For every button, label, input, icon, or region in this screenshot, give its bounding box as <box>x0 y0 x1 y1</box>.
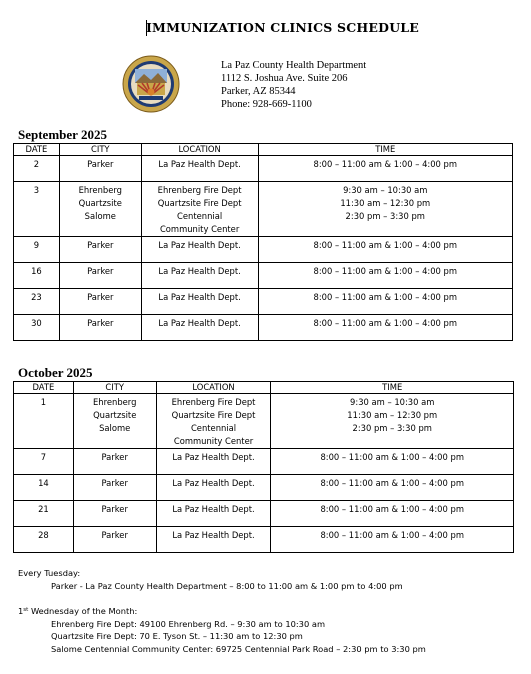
time-cell-line: 2:30 pm – 3:30 pm <box>345 210 425 221</box>
location-cell <box>156 474 271 500</box>
city-cell-line: Parker <box>87 159 114 169</box>
time-cell <box>271 500 514 526</box>
date-cell: 2 <box>14 156 60 182</box>
date-column-header: DATE <box>14 144 60 156</box>
city-column-header: CITY <box>73 382 156 394</box>
time-cell-line: 2:30 pm – 3:30 pm <box>352 422 432 433</box>
table-row <box>14 394 514 449</box>
every-tuesday-detail: Parker - La Paz County Health Department – 8:00 to 11:00 am & 1:00 pm to 4:00 pm <box>51 580 403 591</box>
schedule-notes <box>18 567 426 655</box>
september-heading: September 2025 <box>18 127 107 142</box>
time-cell-line: 8:00 – 11:00 am & 1:00 – 4:00 pm <box>320 503 464 514</box>
city-cell <box>73 394 156 449</box>
date-column-header: DATE <box>14 382 74 394</box>
location-cell <box>156 500 271 526</box>
time-cell-line: 11:30 am – 12:30 pm <box>340 197 431 208</box>
date-cell: 16 <box>14 262 60 288</box>
table-row <box>14 500 514 526</box>
table-row <box>14 526 514 552</box>
time-cell-line: 8:00 – 11:00 am & 1:00 – 4:00 pm <box>320 529 464 540</box>
time-cell <box>271 448 514 474</box>
wednesday-line-ehrenberg: Ehrenberg Fire Dept: 49100 Ehrenberg Rd. – 9:30 am to 10:30 am <box>51 618 326 629</box>
city-cell-line: Parker <box>87 291 114 302</box>
city-cell-line: Parker <box>87 317 114 328</box>
location-cell-line: La Paz Health Dept. <box>158 317 241 328</box>
date-cell: 3 <box>14 182 60 237</box>
time-cell-line: 8:00 – 11:00 am & 1:00 – 4:00 pm <box>313 291 458 302</box>
table-row <box>14 156 513 182</box>
location-cell-line: La Paz Health Dept. <box>158 291 241 302</box>
date-cell: 14 <box>14 474 74 500</box>
time-cell-line: 8:00 – 11:00 am & 1:00 – 4:00 pm <box>313 317 458 328</box>
date-cell: 1 <box>14 394 74 449</box>
date-cell: 23 <box>14 288 60 314</box>
city-cell-line: Salome <box>84 210 116 221</box>
location-cell <box>141 182 258 237</box>
location-cell <box>156 526 271 552</box>
city-cell <box>59 288 141 314</box>
time-cell <box>258 314 512 340</box>
every-tuesday-label: Every Tuesday: <box>18 568 81 578</box>
wednesday-line-quartzsite: Quartzsite Fire Dept: 70 E. Tyson St. – 11:30 am to 12:30 pm <box>51 631 303 641</box>
city-cell <box>59 156 141 182</box>
location-column-header: LOCATION <box>141 144 258 156</box>
phone-number: Phone: 928-669-1100 <box>221 99 312 110</box>
table-row <box>14 448 514 474</box>
location-cell-line: La Paz Health Dept. <box>172 451 255 462</box>
location-cell-line: Centennial <box>177 210 223 221</box>
city-cell-line: Quartzsite <box>93 409 137 420</box>
location-cell-line: La Paz Health Dept. <box>158 159 241 169</box>
street-address: 1112 S. Joshua Ave. Suite 206 <box>221 73 348 84</box>
date-cell: 21 <box>14 500 74 526</box>
city-cell <box>73 500 156 526</box>
time-cell-line: 11:30 am – 12:30 pm <box>347 409 438 420</box>
time-cell-line: 8:00 – 11:00 am & 1:00 – 4:00 pm <box>313 159 458 169</box>
time-cell <box>258 156 512 182</box>
city-cell-line: Quartzsite <box>78 197 122 208</box>
spacer <box>18 592 426 604</box>
location-cell <box>156 394 271 449</box>
date-cell: 7 <box>14 448 74 474</box>
city-cell-line: Parker <box>101 477 128 488</box>
table-row <box>14 288 513 314</box>
time-cell <box>271 394 514 449</box>
city-cell-line: Parker <box>101 503 128 514</box>
location-cell-line: Community Center <box>173 435 254 446</box>
ordinal-suffix: st <box>23 607 29 613</box>
location-cell-line: La Paz Health Dept. <box>158 239 241 250</box>
time-cell <box>258 182 512 237</box>
location-cell <box>141 288 258 314</box>
time-cell <box>271 474 514 500</box>
location-cell <box>141 314 258 340</box>
time-cell-line: 8:00 – 11:00 am & 1:00 – 4:00 pm <box>320 451 464 462</box>
time-cell-line: 9:30 am – 10:30 am <box>350 397 435 407</box>
city-cell-line: Ehrenberg <box>78 185 122 195</box>
table-row <box>14 474 514 500</box>
first-wednesday-label <box>18 604 426 618</box>
september-schedule-table <box>13 143 513 341</box>
october-heading: October 2025 <box>18 365 93 380</box>
city-cell <box>59 262 141 288</box>
location-cell-line: La Paz Health Dept. <box>172 503 255 514</box>
date-cell: 28 <box>14 526 74 552</box>
location-cell-line: Centennial <box>190 422 237 433</box>
first-wednesday-text: Wednesday of the Month: <box>28 606 138 616</box>
location-cell-line: La Paz Health Dept. <box>172 529 255 540</box>
document-title: IMMUNIZATION CLINICS SCHEDULE <box>146 20 420 35</box>
city-state-zip: Parker, AZ 85344 <box>221 86 296 97</box>
city-cell-line: Parker <box>101 451 128 462</box>
city-cell-line: Parker <box>101 529 128 540</box>
table-row <box>14 262 513 288</box>
location-cell-line: La Paz Health Dept. <box>172 477 255 488</box>
city-cell <box>59 236 141 262</box>
location-cell-line: Community Center <box>159 223 240 234</box>
ordinal-number: 1 <box>18 606 24 616</box>
city-cell-line: Salome <box>99 422 131 433</box>
location-cell-line: Ehrenberg Fire Dept <box>171 397 256 407</box>
location-cell <box>141 156 258 182</box>
city-cell <box>59 314 141 340</box>
date-cell: 30 <box>14 314 60 340</box>
table-header-row <box>14 382 514 394</box>
time-cell <box>271 526 514 552</box>
location-cell-line: Ehrenberg Fire Dept <box>157 185 242 195</box>
time-cell-line: 8:00 – 11:00 am & 1:00 – 4:00 pm <box>313 239 458 250</box>
city-cell-line: Parker <box>87 265 114 276</box>
city-cell-line: Ehrenberg <box>93 397 137 407</box>
time-cell <box>258 236 512 262</box>
table-row <box>14 182 513 237</box>
city-cell <box>59 182 141 237</box>
table-header-row <box>14 144 513 156</box>
time-cell-line: 9:30 am – 10:30 am <box>343 185 428 195</box>
city-cell <box>73 448 156 474</box>
time-cell-line: 8:00 – 11:00 am & 1:00 – 4:00 pm <box>313 265 458 276</box>
location-cell-line: Quartzsite Fire Dept <box>171 409 256 420</box>
location-cell-line: Quartzsite Fire Dept <box>157 197 242 208</box>
location-column-header: LOCATION <box>156 382 271 394</box>
time-column-header: TIME <box>271 382 514 394</box>
time-cell <box>258 288 512 314</box>
location-cell <box>156 448 271 474</box>
city-cell-line: Parker <box>87 239 114 250</box>
date-cell: 9 <box>14 236 60 262</box>
time-cell-line: 8:00 – 11:00 am & 1:00 – 4:00 pm <box>320 477 464 488</box>
location-cell-line: La Paz Health Dept. <box>158 265 241 276</box>
org-name: La Paz County Health Department <box>221 60 367 71</box>
city-cell <box>73 526 156 552</box>
wednesday-line-salome: Salome Centennial Community Center: 69725 Centennial Park Road – 2:30 pm to 3:30 pm <box>51 643 426 654</box>
time-cell <box>258 262 512 288</box>
table-row <box>14 314 513 340</box>
october-schedule-table <box>13 381 514 553</box>
location-cell <box>141 236 258 262</box>
location-cell <box>141 262 258 288</box>
city-column-header: CITY <box>59 144 141 156</box>
table-row <box>14 236 513 262</box>
address-block <box>221 59 366 111</box>
county-seal-logo <box>122 55 180 113</box>
city-cell <box>73 474 156 500</box>
time-column-header: TIME <box>258 144 512 156</box>
